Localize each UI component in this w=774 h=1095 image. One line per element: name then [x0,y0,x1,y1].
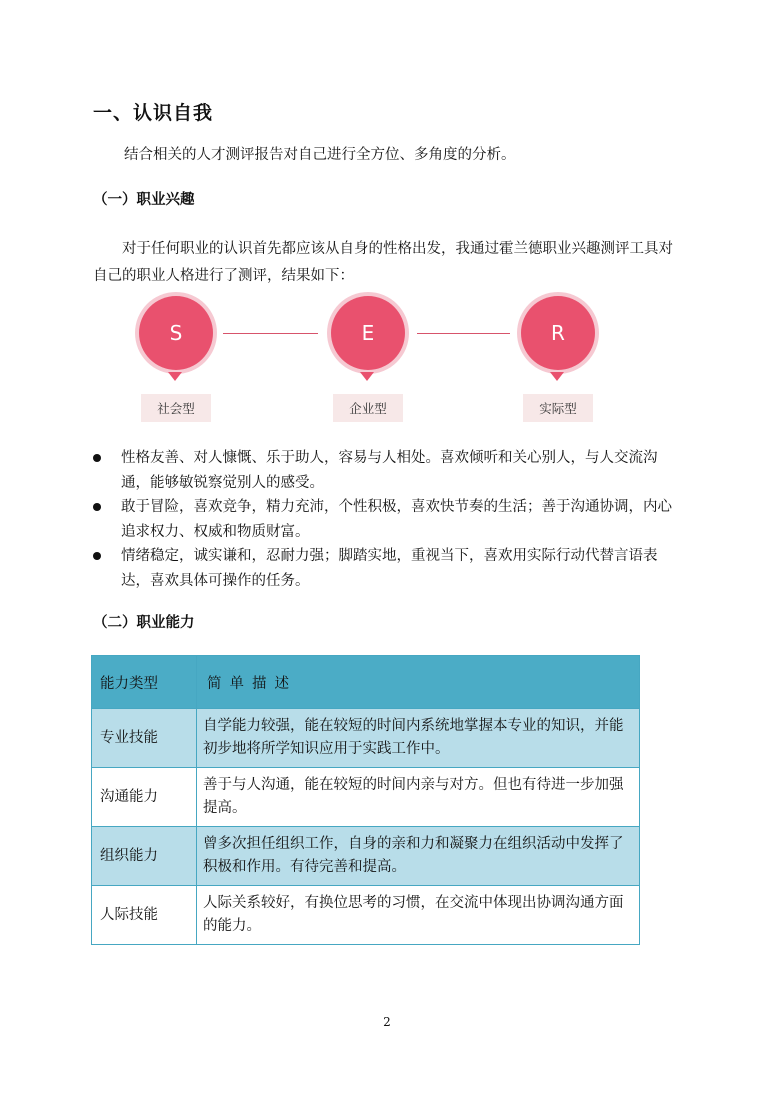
type-letter: R [551,321,565,345]
bullet-icon [93,503,101,511]
pointer-icon [550,372,564,381]
page-number: 2 [383,1015,391,1029]
connector-line [223,333,318,334]
ability-type-cell: 专业技能 [92,709,197,768]
table-row [92,886,640,945]
intro-paragraph: 结合相关的人才测评报告对自己进行全方位、多角度的分析。 [124,147,516,163]
bullet-icon [93,454,101,462]
pointer-icon [168,372,182,381]
connector-line [417,333,510,334]
ability-table [91,655,640,945]
table-row [92,827,640,886]
list-item-text: 情绪稳定，诚实谦和，忍耐力强；脚踏实地，重视当下，喜欢用实际行动代替言语表达，喜欢具体可操作的任务。 [121,548,658,589]
ability-type-cell: 人际技能 [92,886,197,945]
ability-desc-cell: 自学能力较强，能在较短的时间内系统地掌握本专业的知识，并能初步地将所学知识应用于实践工作中。 [197,709,640,768]
table-header-row [92,656,640,709]
table-row [92,709,640,768]
trait-list [93,446,693,593]
type-node-r [514,296,602,416]
ability-type-cell: 组织能力 [92,827,197,886]
type-letter: E [361,321,375,345]
bullet-icon [93,552,101,560]
ability-desc-cell: 人际关系较好，有换位思考的习惯，在交流中体现出协调沟通方面的能力。 [197,886,640,945]
type-letter: S [169,321,183,345]
table-header-cell: 简单描述 [197,656,640,709]
type-circle [521,296,595,370]
table-row [92,768,640,827]
pointer-icon [360,372,374,381]
type-label: 社会型 [141,394,211,422]
list-item-text: 性格友善、对人慷慨、乐于助人，容易与人相处。喜欢倾听和关心别人，与人交流沟通，能够敏锐察觉别人的感受。 [121,450,658,491]
interest-paragraph: 对于任何职业的认识首先都应该从自身的性格出发，我通过霍兰德职业兴趣测评工具对自己的职业人格进行了测评，结果如下： [93,241,673,284]
section-heading-1: 一、认识自我 [93,102,214,124]
list-item [93,495,683,544]
type-label: 实际型 [523,394,593,422]
holland-type-figure [130,296,610,431]
subheading-career-interest: （一）职业兴趣 [93,192,195,208]
ability-type-cell: 沟通能力 [92,768,197,827]
table-header-cell: 能力类型 [92,656,197,709]
ability-desc-cell: 曾多次担任组织工作，自身的亲和力和凝聚力在组织活动中发挥了积极和作用。有待完善和提高。 [197,827,640,886]
type-node-s [132,296,220,416]
subheading-career-ability: （二）职业能力 [93,615,195,631]
list-item [93,446,683,495]
type-node-e [324,296,412,416]
list-item-text: 敢于冒险，喜欢竞争，精力充沛，个性积极，喜欢快节奏的生活；善于沟通协调，内心追求权力、权威和物质财富。 [121,499,672,540]
ability-desc-cell: 善于与人沟通，能在较短的时间内亲与对方。但也有待进一步加强提高。 [197,768,640,827]
list-item [93,544,683,593]
type-circle [331,296,405,370]
type-circle [139,296,213,370]
type-label: 企业型 [333,394,403,422]
